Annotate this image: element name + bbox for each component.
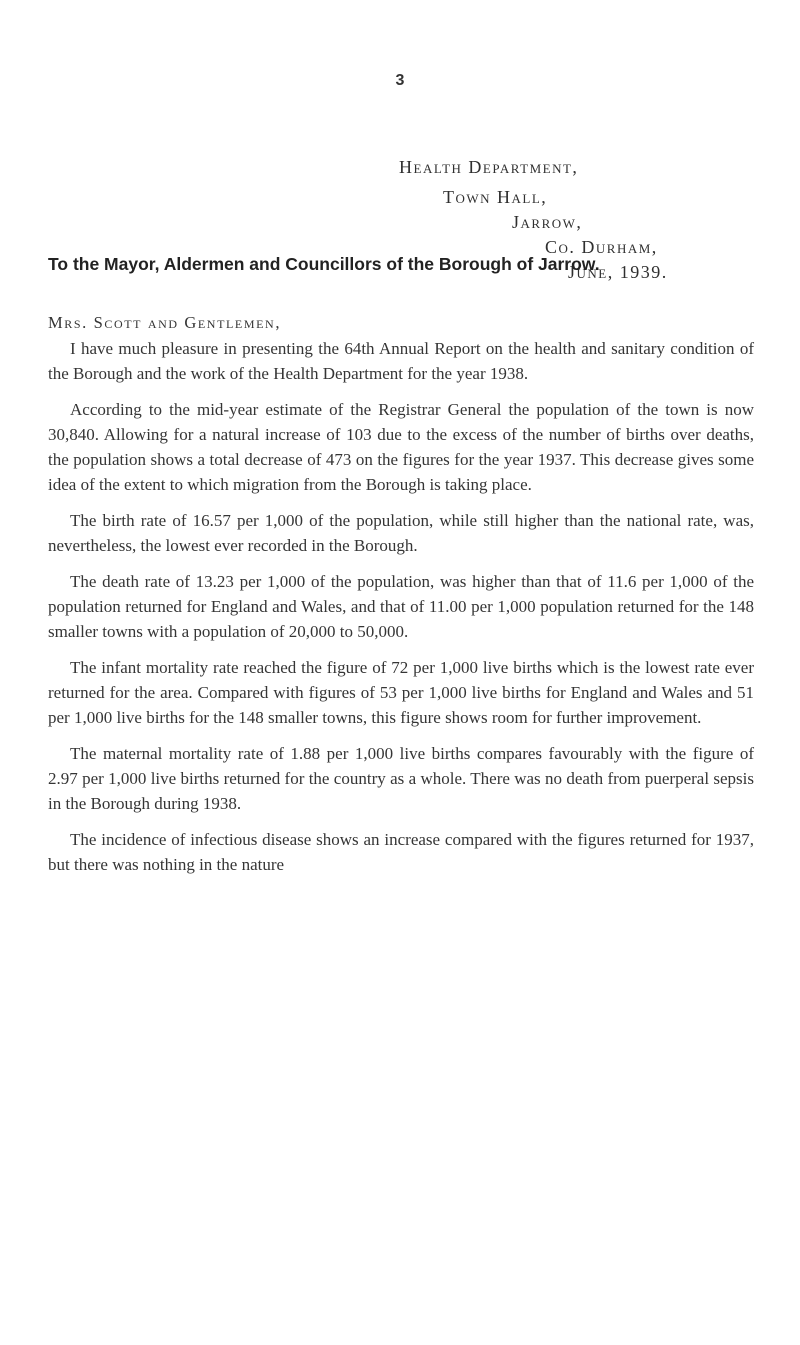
paragraph-infectious-disease: The incidence of infectious disease shows an increase compared with the figures returned for 1937, but there was nothing in the nature bbox=[48, 830, 754, 874]
paragraph-infant-mortality: The infant mortality rate reached the figure of 72 per 1,000 live births which is the lowest rate ever returned for the area. Compared with figures of 53 per 1,000 live births for England and Wales and 51 per 1,000 live births for the 148 smaller towns, this figure shows room for further improvement. bbox=[48, 658, 754, 727]
paragraph-death-rate: The death rate of 13.23 per 1,000 of the population, was higher than that of 11.6 per 1,000 of the population returned for England and Wales, and that of 11.00 per 1,000 population returned for the 148 smaller towns with a population of 20,000 to 50,000. bbox=[48, 572, 754, 641]
address-line-county: Co. Durham, bbox=[545, 237, 658, 257]
report-body bbox=[48, 336, 754, 888]
address-line-town: Jarrow, bbox=[512, 212, 583, 232]
address-line-department: Health Department, bbox=[399, 157, 579, 177]
address-line-date: June, 1939. bbox=[568, 262, 668, 282]
greeting: Mrs. Scott and Gentlemen, bbox=[48, 313, 282, 332]
page-number: 3 bbox=[395, 72, 405, 89]
paragraph-population: According to the mid-year estimate of the Registrar General the population of the town is now 30,840. Allowing for a natural increase of 103 due to the excess of the number of births over deaths, the population shows a total decrease of 473 on the figures for the year 1937. This decrease gives some idea of the extent to which migration from the Borough is taking place. bbox=[48, 400, 754, 494]
addressee-heading: To the Mayor, Aldermen and Councillors of the Borough of Jarrow. bbox=[48, 254, 600, 274]
paragraph-maternal-mortality: The maternal mortality rate of 1.88 per 1,000 live births compares favourably with the figure of 2.97 per 1,000 live births returned for the country as a whole. There was no death from puerperal sepsis in the Borough during 1938. bbox=[48, 744, 754, 813]
paragraph-birth-rate: The birth rate of 16.57 per 1,000 of the population, while still higher than the national rate, was, nevertheless, the lowest ever recorded in the Borough. bbox=[48, 511, 754, 555]
paragraph-intro: I have much pleasure in presenting the 64th Annual Report on the health and sanitary condition of the Borough and the work of the Health Department for the year 1938. bbox=[48, 339, 754, 383]
address-line-town-hall: Town Hall, bbox=[443, 187, 548, 207]
